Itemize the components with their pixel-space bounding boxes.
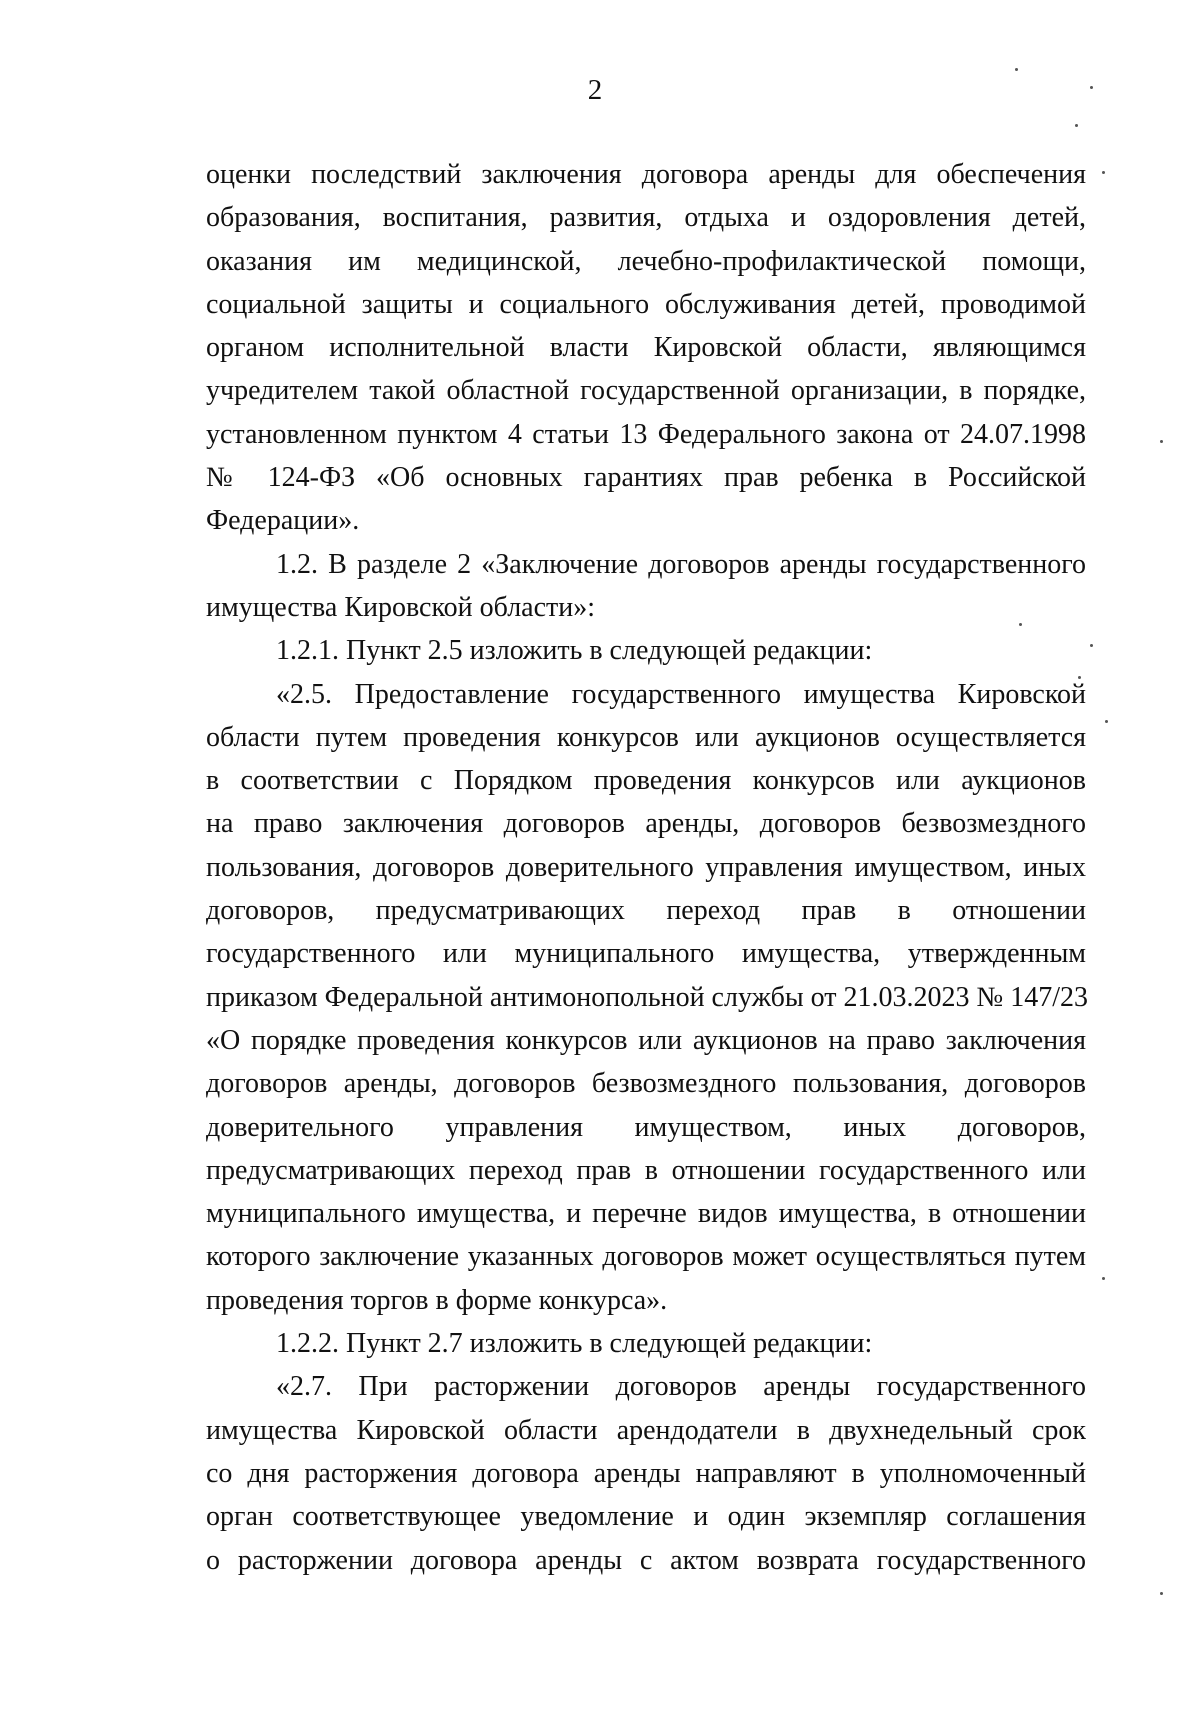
text-line: образования, воспитания, развития, отдыха и оздоровления детей, xyxy=(206,202,1086,234)
scan-speck xyxy=(1160,1592,1163,1595)
text-line: органом исполнительной власти Кировской области, являющимся xyxy=(206,332,1086,364)
scan-speck xyxy=(1075,124,1078,127)
text-line: «О порядке проведения конкурсов или аукционов на право заключения xyxy=(206,1024,1086,1056)
text-line: имущества Кировской области»: xyxy=(206,591,596,623)
paragraph-clause-2-7 xyxy=(206,1365,1086,1581)
text-line: о расторжении договора аренды с актом возврата государственного xyxy=(206,1544,1086,1576)
text-line: договоров, предусматривающих переход прав в отношении xyxy=(206,895,1086,927)
scan-speck xyxy=(1090,644,1093,647)
text-line: установленном пунктом 4 статьи 13 Федерального закона от 24.07.1998 xyxy=(206,418,1086,450)
scan-speck xyxy=(1019,623,1022,626)
text-line: на право заключения договоров аренды, договоров безвозмездного xyxy=(206,808,1086,840)
scan-speck xyxy=(1078,676,1081,679)
text-line: муниципального имущества, и перечне видов имущества, в отношении xyxy=(206,1198,1086,1230)
paragraph-section-1-2 xyxy=(206,543,1086,630)
text-line: орган соответствующее уведомление и один экземпляр соглашения xyxy=(206,1501,1086,1533)
text-line: приказом Федеральной антимонопольной службы от 21.03.2023 № 147/23 xyxy=(206,981,1088,1013)
text-line: договоров аренды, договоров безвозмездного пользования, договоров xyxy=(206,1068,1086,1100)
paragraph-section-1-2-2 xyxy=(206,1322,1086,1365)
page-number: 2 xyxy=(587,74,603,106)
text-line: «2.5. Предоставление государственного имущества Кировской xyxy=(276,678,1086,710)
scan-speck xyxy=(1102,1277,1105,1280)
text-line: «2.7. При расторжении договоров аренды государственного xyxy=(276,1371,1086,1403)
scan-speck xyxy=(1105,720,1108,723)
text-line: пользования, договоров доверительного управления имуществом, иных xyxy=(206,851,1086,883)
text-line: имущества Кировской области арендодатели в двухнедельный срок xyxy=(206,1414,1086,1446)
scan-speck xyxy=(1015,68,1018,71)
text-line: оказания им медицинской, лечебно-профилактической помощи, xyxy=(206,245,1086,277)
text-line: области путем проведения конкурсов или аукционов осуществляется xyxy=(206,721,1086,753)
paragraph-section-1-2-1 xyxy=(206,629,1086,672)
text-line: 1.2. В разделе 2 «Заключение договоров аренды государственного xyxy=(276,548,1086,580)
text-line: 1.2.2. Пункт 2.7 изложить в следующей редакции: xyxy=(276,1328,873,1360)
scan-speck xyxy=(1102,171,1105,174)
text-line: № 124-ФЗ «Об основных гарантиях прав ребенка в Российской xyxy=(206,462,1086,494)
paragraph-clause-2-5 xyxy=(206,673,1086,1322)
scan-speck xyxy=(1160,440,1163,443)
text-line: со дня расторжения договора аренды направляют в уполномоченный xyxy=(206,1457,1086,1489)
text-line: в соответствии с Порядком проведения конкурсов или аукционов xyxy=(206,765,1086,797)
document-body xyxy=(206,153,1086,1582)
text-line: проведения торгов в форме конкурса». xyxy=(206,1284,668,1316)
paragraph-continuation xyxy=(206,153,1086,543)
text-line: Федерации». xyxy=(206,505,360,537)
text-line: социальной защиты и социального обслуживания детей, проводимой xyxy=(206,288,1086,320)
text-line: государственного или муниципального имущества, утвержденным xyxy=(206,938,1086,970)
scan-speck xyxy=(1090,86,1093,89)
text-line: предусматривающих переход прав в отношении государственного или xyxy=(206,1154,1086,1186)
text-line: которого заключение указанных договоров может осуществляться путем xyxy=(206,1241,1086,1273)
text-line: оценки последствий заключения договора аренды для обеспечения xyxy=(206,159,1086,190)
text-line: доверительного управления имуществом, иных договоров, xyxy=(206,1111,1086,1143)
text-line: учредителем такой областной государственной организации, в порядке, xyxy=(206,375,1086,407)
text-line: 1.2.1. Пункт 2.5 изложить в следующей редакции: xyxy=(276,635,873,667)
